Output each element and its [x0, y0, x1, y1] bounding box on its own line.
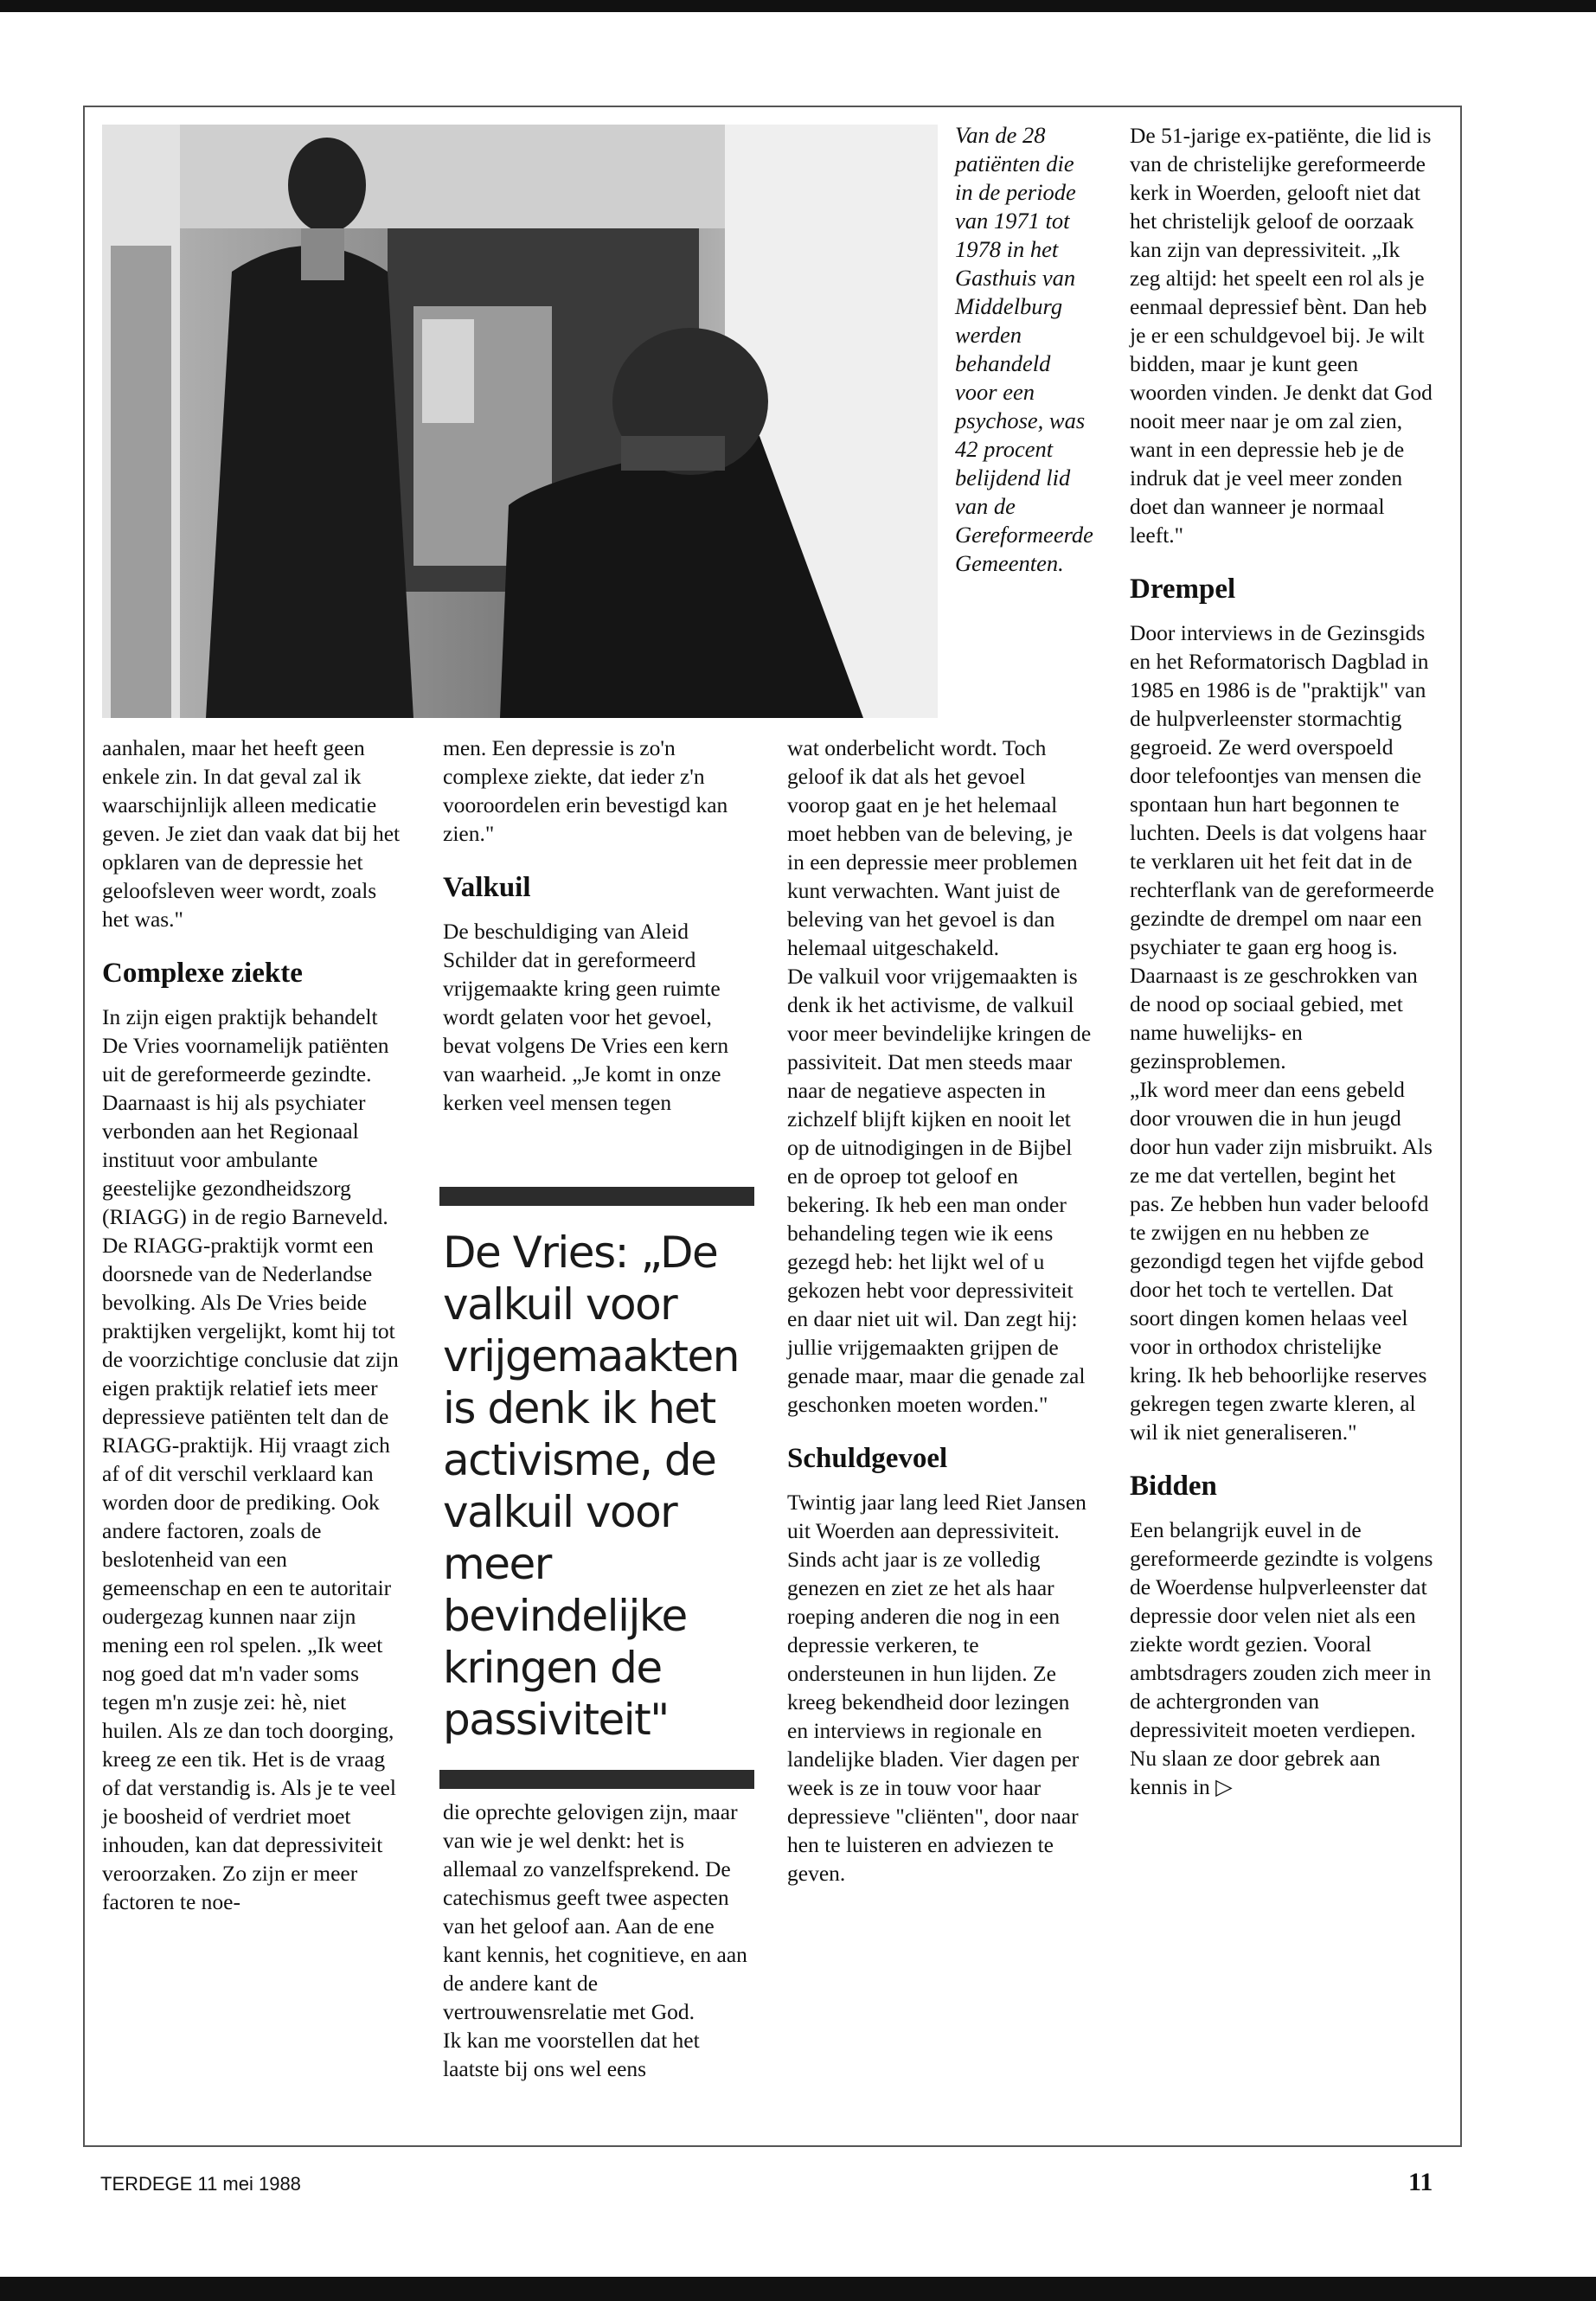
paragraph: aanhalen, maar het heeft geen enkele zin. In dat geval zal ik waarschijnlijk alleen medicatie geven. Je ziet dan vaak dat bij het opklaren van de depressie het geloofsleven weer wordt, zoals het was."	[102, 735, 401, 932]
paragraph: Door interviews in de Gezinsgids en het Reformatorisch Dagblad in 1985 en 1986 is de "praktijk" van de hulpverleenster stormachtig gegroeid. Ze werd overspoeld door telefoontjes van mensen die spontaan hun hart begonnen te luchten. Deels is dat volgens haar te verklaren uit het feit dat in de rechterflank van de gereformeerde gezindte de drempel om naar een psychiater te gaan erg hoog is. Daarnaast is ze geschrokken van de nood op sociaal gebied, met name huwelijks- en gezinsproblemen.	[1130, 620, 1434, 1074]
paragraph: Twintig jaar lang leed Riet Jansen uit Woerden aan depressiviteit. Sinds acht jaar is ze volledig genezen en ziet ze het als haar roeping anderen die nog in een depressie verkeren, te ondersteunen in hun lijden. Ze kreeg bekendheid door lezingen en interviews in regionale en landelijke bladen. Vier dagen per week is ze in touw voor haar depressieve "cliënten", door naar hen te luisteren en adviezen te geven.	[787, 1490, 1086, 1886]
top-border	[0, 0, 1596, 12]
pull-quote-rule-bottom	[439, 1770, 754, 1789]
column-2-continued	[443, 1798, 753, 2083]
bottom-border	[0, 2277, 1596, 2301]
section-heading: Valkuil	[443, 872, 531, 903]
photo-illustration	[102, 125, 938, 718]
paragraph: die oprechte gelovigen zijn, maar van wie je wel denkt: het is allemaal zo vanzelfsprekend. De catechismus geeft twee aspecten van het geloof aan. Aan de ene kant kennis, het cognitieve, en aan de andere kant de vertrouwensrelatie met God.	[443, 1799, 747, 2024]
article-photo	[102, 125, 938, 718]
paragraph: Ik kan me voorstellen dat het laatste bij ons wel eens	[443, 2028, 700, 2081]
paragraph: „Ik word meer dan eens gebeld door vrouwen die in hun jeugd door hun vader zijn misbruikt. Als ze me dat vertellen, begint het pas. Ze hebben hun vader beloofd te zwijgen en nu hebben ze gezondigd tegen het vijfde gebod door het toch te vertellen. Dat soort dingen komen helaas veel voor in orthodox christelijke kring. Ik heb behoorlijke reserves gekregen tegen zwarte kleren, al wil ik niet generaliseren."	[1130, 1077, 1433, 1445]
section-heading: Complexe ziekte	[102, 958, 303, 989]
pull-quote-rule-top	[439, 1187, 754, 1206]
column-1	[102, 734, 405, 1916]
pull-quote	[439, 1187, 754, 1789]
page-number: 11	[1408, 2168, 1433, 2196]
column-4	[1130, 121, 1436, 1801]
section-heading: Schuldgevoel	[787, 1443, 948, 1474]
paragraph: Een belangrijk euvel in de gereformeerde gezindte is volgens de Woerdense hulpverleenster dat depressie door velen niet als een ziekte wordt gezien. Vooral ambtsdragers zouden zich meer in de achtergronden van depressiviteit moeten verdiepen. Nu slaan ze door gebrek aan kennis in ▷	[1130, 1517, 1433, 1799]
column-3	[787, 734, 1092, 1888]
photo-caption: Van de 28 patiënten die in de periode van 1971 tot 1978 in het Gasthuis van Middelburg werden behandeld voor een psychose, was 42 procent belijdend lid van de Gereformeerde Gemeenten.	[955, 122, 1093, 576]
publication-footer: TERDEGE 11 mei 1988	[100, 2173, 301, 2195]
section-heading: Drempel	[1130, 574, 1236, 605]
paragraph: wat onderbelicht wordt. Toch geloof ik dat als het gevoel voorop gaat en je het helemaal moet hebben van de beleving, je in een depressie meer problemen kunt verwachten. Want juist de beleving van het gevoel is dan helemaal uitgeschakeld.	[787, 735, 1078, 960]
pull-quote-text: De Vries: „De valkuil voor vrijgemaakten is denk ik het activisme, de valkuil voor meer bevindelijke kringen de passiviteit"	[443, 1227, 739, 1745]
paragraph: De 51-jarige ex-patiënte, die lid is van de christelijke gereformeerde kerk in Woerden, gelooft niet dat het christelijk geloof de oorzaak kan zijn van depressiviteit. „Ik zeg altijd: het speelt een rol als je eenmaal depressief bènt. Dan heb je er een schuldgevoel bij. Je wilt bidden, maar je kunt geen woorden vinden. Je denkt dat God nooit meer naar je om zal zien, want in een depressie heb je de indruk dat je veel meer zonden doet dan wanneer je normaal leeft."	[1130, 123, 1433, 548]
paragraph: In zijn eigen praktijk behandelt De Vries voornamelijk patiënten uit de gereformeerde gezindte. Daarnaast is hij als psychiater verbonden aan het Regionaal instituut voor ambulante geestelijke gezondheidszorg (RIAGG) in de regio Barneveld. De RIAGG-praktijk vormt een doorsnede van de Nederlandse bevolking. Als De Vries beide praktijken vergelijkt, komt hij tot de voorzichtige conclusie dat zijn eigen praktijk relatief iets meer depressieve patiënten telt dan de RIAGG-praktijk. Hij vraagt zich af of dit verschil verklaard kan worden door de prediking. Ook andere factoren, zoals de beslotenheid van een gemeenschap en een te autoritair oudergezag kunnen naar zijn mening een rol spelen. „Ik weet nog goed dat m'n vader soms tegen m'n zusje zei: hè, niet huilen. Als ze dan toch doorging, kreeg ze een tik. Het is de vraag of dat verstandig is. Als je te veel je boosheid of verdriet moet inhouden, kan dat depressiviteit veroorzaken. Zo zijn er meer factoren te noe-	[102, 1004, 399, 1914]
column-2	[443, 734, 753, 1117]
paragraph: De beschuldiging van Aleid Schilder dat in gereformeerd vrijgemaakte kring geen ruimte wordt gelaten voor het gevoel, bevat volgens De Vries een kern van waarheid. „Je komt in onze kerken veel mensen tegen	[443, 919, 729, 1115]
section-heading: Bidden	[1130, 1471, 1217, 1502]
paragraph: men. Een depressie is zo'n complexe ziekte, dat ieder z'n vooroordelen erin bevestigd kan zien."	[443, 735, 728, 846]
paragraph: De valkuil voor vrijgemaakten is denk ik het activisme, de valkuil voor meer bevindelijke kringen de passiviteit. Dat men steeds maar naar de negatieve aspecten in zichzelf blijft kijken en nooit let op de uitnodigingen in de Bijbel en de oproep tot geloof en bekering. Ik heb een man onder behandeling tegen wie ik eens gezegd heb: het lijkt wel of u gekozen hebt voor depressiviteit en daar niet uit wil. Dan zegt hij: jullie vrijgemaakten grijpen de genade maar, maar die genade zal geschonken moeten worden."	[787, 964, 1092, 1417]
